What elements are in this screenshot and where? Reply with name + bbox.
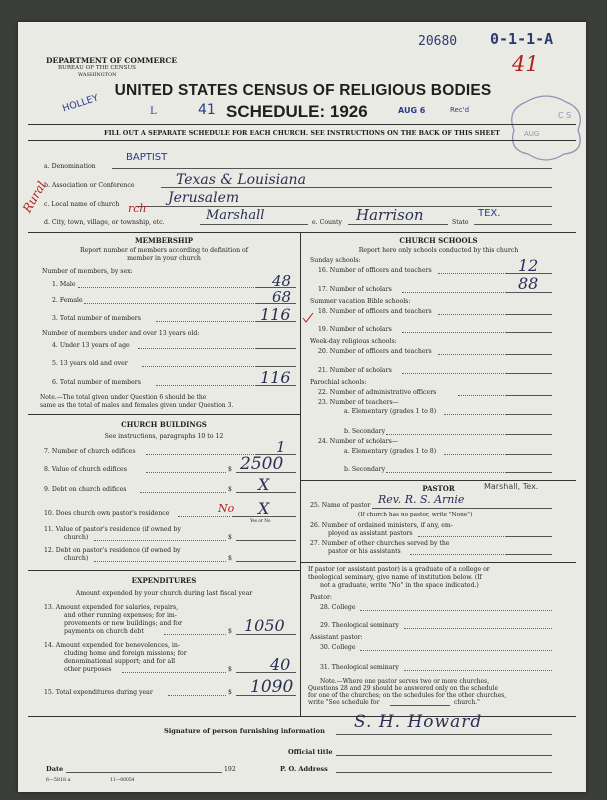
q18-leader <box>438 314 506 315</box>
signature-field[interactable] <box>336 734 552 735</box>
q24a-label: a. Elementary (grades 1 to 8) <box>344 448 437 455</box>
q9-label: 9. Debt on church edifices <box>44 486 127 493</box>
q14-dollar: $ <box>228 666 232 673</box>
q1-leader <box>78 287 256 288</box>
q25-label: 25. Name of pastor <box>310 502 371 509</box>
instruction-rule <box>28 140 576 141</box>
q3-label: 3. Total number of members <box>52 315 141 322</box>
instruction-banner: FILL OUT A SEPARATE SCHEDULE FOR EACH CHURCH. SEE INSTRUCTIONS ON THE BACK OF THIS SHEET <box>104 129 500 137</box>
q24-label: 24. Number of scholars— <box>318 438 398 445</box>
expenditures-sub: Amount expended by your church during last fiscal year <box>75 590 253 597</box>
q13-label-b: and other running expenses; for im- <box>64 612 177 619</box>
q2-leader <box>84 303 256 304</box>
q22-leader <box>458 395 506 396</box>
pastor-heading: PASTOR <box>422 484 455 493</box>
official-title-label: Official title <box>288 748 333 756</box>
pastor-rule <box>301 480 576 481</box>
q26-label-b: ployed as assistant pastors <box>328 530 413 537</box>
association-value: Texas & Louisiana <box>176 172 306 188</box>
q8-label: 8. Value of church edifices <box>44 466 127 473</box>
margin-note-rch: rch <box>128 202 147 215</box>
q5-label: 5. 13 years old and over <box>52 360 128 367</box>
membership-note2: same as the total of males and females given under Question 3. <box>40 402 234 409</box>
q13-label-a: 13. Amount expended for salaries, repairs, <box>44 604 179 611</box>
pastor-note-blank[interactable] <box>390 705 450 706</box>
q29-field[interactable] <box>404 628 552 629</box>
graduate-instruction-2: theological seminary, give name of institution below. (If <box>308 574 482 581</box>
membership-sub1: Report number of members according to definition of <box>79 247 249 254</box>
pastor-sub-label: Pastor: <box>310 594 333 601</box>
summer-schools-label: Summer vacation Bible schools: <box>310 298 411 305</box>
q24a-field[interactable] <box>506 454 552 455</box>
checkmark-icon <box>302 312 314 324</box>
q23a-leader <box>444 414 506 415</box>
signature-value: S. H. Howard <box>354 712 483 732</box>
q20-label: 20. Number of officers and teachers <box>318 348 432 355</box>
buildings-sub: See instructions, paragraphs 10 to 12 <box>104 433 224 440</box>
q6-label: 6. Total number of members <box>52 379 141 386</box>
received-label-stamp: Rec'd <box>450 106 470 114</box>
column-divider <box>300 232 301 716</box>
q26-leader <box>418 536 506 537</box>
county-field[interactable] <box>348 224 448 225</box>
membership-sub2: member in your church <box>127 255 201 262</box>
q10-leader <box>178 516 230 517</box>
q4-field[interactable] <box>256 348 296 349</box>
q9-value: X <box>258 475 270 494</box>
expenditures-heading: EXPENDITURES <box>131 576 197 585</box>
q13-label-c: provements or new buildings; and for <box>64 620 183 627</box>
holley-stamp: HOLLEY <box>61 92 100 115</box>
received-seal-stamp <box>506 92 586 162</box>
po-address-field[interactable] <box>336 772 552 773</box>
q24a-leader <box>444 454 506 455</box>
q19-leader <box>402 332 506 333</box>
pastor-address-note: Marshall, Tex. <box>484 482 539 491</box>
department-name: DEPARTMENT OF COMMERCE <box>46 56 178 65</box>
q11-leader <box>94 540 226 541</box>
q16-value: 12 <box>518 256 539 275</box>
q18-field[interactable] <box>506 314 552 315</box>
q4-leader <box>138 348 256 349</box>
q12-field[interactable] <box>236 561 296 562</box>
state-field[interactable] <box>474 224 552 225</box>
buildings-rule <box>28 414 300 415</box>
q3-value: 116 <box>260 305 291 324</box>
seal-date-text: AUG <box>524 130 540 138</box>
city-value: Marshall <box>206 208 265 223</box>
q23a-field[interactable] <box>506 414 552 415</box>
q13-dollar: $ <box>228 628 232 635</box>
bureau-name: BUREAU OF THE CENSUS <box>58 65 137 71</box>
q10-hint: Yes or No <box>250 518 271 523</box>
graduate-instruction-3: not a graduate, write "No" in the space indicated.) <box>320 582 479 589</box>
city-field[interactable] <box>200 224 308 225</box>
parochial-schools-label: Parochial schools: <box>310 379 367 386</box>
state-label: State <box>452 219 469 226</box>
q13-label-d: payments on church debt <box>64 628 144 635</box>
q1-label: 1. Male <box>52 281 76 288</box>
q23-label: 23. Number of teachers— <box>318 399 399 406</box>
age-header-label: Number of members under and over 13 years old: <box>42 330 200 337</box>
code-stamp: 0-1-1-A <box>490 30 554 48</box>
county-value: Harrison <box>356 206 424 224</box>
q14-label-b: cluding home and foreign missions; for <box>64 650 187 657</box>
census-schedule-form <box>18 22 586 792</box>
q15-label: 15. Total expenditures during year <box>44 689 153 696</box>
q27-leader <box>410 554 506 555</box>
denomination-field[interactable] <box>112 168 552 169</box>
q10-label: 10. Does church own pastor's residence <box>44 510 170 517</box>
q14-label-c: denominational support; and for all <box>64 658 176 665</box>
q23a-label: a. Elementary (grades 1 to 8) <box>344 408 437 415</box>
q25-hint: (If church has no pastor, write "None") <box>358 512 473 518</box>
q25-value: Rev. R. S. Arnie <box>378 493 465 506</box>
q28-field[interactable] <box>360 610 552 611</box>
signature-label: Signature of person furnishing information <box>164 727 325 735</box>
q9-leader <box>140 492 226 493</box>
q7-label: 7. Number of church edifices <box>44 448 136 455</box>
schools-sub: Report here only schools conducted by this church <box>358 247 519 254</box>
church-name-value: Jerusalem <box>168 190 240 206</box>
pastor-note-1: Note.—Where one pastor serves two or more churches, <box>320 678 490 685</box>
q27-label-b: pastor or his assistants <box>328 548 401 555</box>
q19-field[interactable] <box>506 332 552 333</box>
q24b-leader <box>386 472 506 473</box>
q27-label-a: 27. Number of other churches served by the <box>310 540 450 547</box>
q8-leader <box>146 472 226 473</box>
q28-label: 28. College <box>320 604 356 611</box>
schedule-mark: L <box>150 106 157 117</box>
q21-label: 21. Number of scholars <box>318 367 392 374</box>
q15-value: 1090 <box>250 677 294 697</box>
q6-leader <box>156 385 256 386</box>
graduate-rule <box>301 562 576 563</box>
q5-field[interactable] <box>256 366 296 367</box>
q27-field[interactable] <box>506 554 552 555</box>
q5-leader <box>142 366 256 367</box>
assistant-pastor-label: Assistant pastor: <box>310 634 363 641</box>
expenditures-rule <box>28 570 300 571</box>
pastor-note-5: church." <box>454 699 480 706</box>
q15-leader <box>168 695 226 696</box>
q14-label-d: other purposes <box>64 666 112 673</box>
church-name-label: c. Local name of church <box>44 201 120 208</box>
q17-leader <box>402 292 506 293</box>
form-number: 6—5818 a <box>46 778 71 783</box>
weekday-schools-label: Week-day religious schools: <box>310 338 397 345</box>
church-name-field[interactable] <box>136 206 552 207</box>
serial-stamp: 20680 <box>418 34 458 49</box>
q22-field[interactable] <box>506 395 552 396</box>
membership-note1: Note.—The total given under Question 6 should be the <box>40 394 207 401</box>
city-label: d. City, town, village, or township, etc. <box>44 219 165 226</box>
q16-leader <box>438 273 506 274</box>
q31-field[interactable] <box>404 670 552 671</box>
q26-field[interactable] <box>506 536 552 537</box>
denomination-value: BAPTIST <box>126 152 168 163</box>
po-address-label: P. O. Address <box>280 765 328 773</box>
pastor-note-3: for one of the churches; on the schedules for the other churches, <box>308 692 507 699</box>
q12-label-b: church) <box>64 555 89 562</box>
q3-leader <box>156 321 256 322</box>
q30-field[interactable] <box>360 650 552 651</box>
q15-dollar: $ <box>228 689 232 696</box>
q2-value: 68 <box>272 288 292 306</box>
members-by-sex-label: Number of members, by sex: <box>42 268 133 275</box>
q12-dollar: $ <box>228 555 232 562</box>
denomination-label: a. Denomination <box>44 163 96 170</box>
q21-field[interactable] <box>506 373 552 374</box>
sunday-schools-label: Sunday schools: <box>310 257 361 264</box>
q24b-field[interactable] <box>506 472 552 473</box>
q25-field[interactable] <box>372 508 552 509</box>
date-field[interactable] <box>66 772 222 773</box>
association-label: b. Association or Conference <box>44 182 135 189</box>
q29-label: 29. Theological seminary <box>320 622 399 629</box>
official-title-field[interactable] <box>336 755 552 756</box>
q14-value: 40 <box>270 655 291 674</box>
q10-red-answer: No <box>218 502 235 515</box>
q6-value: 116 <box>260 368 291 387</box>
q20-field[interactable] <box>506 354 552 355</box>
q1-value: 48 <box>272 272 292 290</box>
pastor-note-4: write "See schedule for <box>308 699 380 706</box>
q11-label-a: 11. Value of pastor's residence (if owned by <box>44 526 181 533</box>
q18-label: 18. Number of officers and teachers <box>318 308 432 315</box>
q17-label: 17. Number of scholars <box>318 286 392 293</box>
q14-label-a: 14. Amount expended for benevolences, in- <box>44 642 180 649</box>
q8-value: 2500 <box>240 454 284 474</box>
q8-dollar: $ <box>228 466 232 473</box>
q30-label: 30. College <box>320 644 356 651</box>
q19-label: 19. Number of scholars <box>318 326 392 333</box>
q10-value: X <box>258 499 270 518</box>
seal-top-text: C S <box>558 111 572 120</box>
q12-leader <box>94 561 226 562</box>
form-title: UNITED STATES CENSUS OF RELIGIOUS BODIES <box>114 82 492 99</box>
q24b-label: b. Secondary <box>344 466 386 473</box>
q9-dollar: $ <box>228 486 232 493</box>
header-rule <box>28 124 576 125</box>
q20-leader <box>438 354 506 355</box>
q7-value: 1 <box>276 438 286 456</box>
footer-rule <box>28 716 576 717</box>
q11-dollar: $ <box>228 534 232 541</box>
q13-leader <box>164 634 226 635</box>
q16-label: 16. Number of officers and teachers <box>318 267 432 274</box>
q14-leader <box>122 672 226 673</box>
red-file-number: 41 <box>512 52 539 76</box>
membership-heading: MEMBERSHIP <box>134 236 194 245</box>
q22-label: 22. Number of administrative officers <box>318 389 437 396</box>
q11-field[interactable] <box>236 540 296 541</box>
margin-note-rural: Rural <box>20 178 49 215</box>
county-label: e. County <box>312 219 343 226</box>
q26-label-a: 26. Number of ordained ministers, if any, em- <box>310 522 453 529</box>
q4-label: 4. Under 13 years of age <box>52 342 130 349</box>
date-year: 192 <box>224 766 236 773</box>
date-label: Date <box>46 765 64 773</box>
q2-label: 2. Female <box>52 297 83 304</box>
city-name: WASHINGTON <box>78 72 117 78</box>
schedule-year: SCHEDULE: 1926 <box>226 102 368 121</box>
q11-label-b: church) <box>64 534 89 541</box>
q21-leader <box>402 373 506 374</box>
buildings-heading: CHURCH BUILDINGS <box>121 420 207 429</box>
schools-heading: CHURCH SCHOOLS <box>399 236 478 245</box>
print-number: 11—00054 <box>110 778 135 783</box>
q12-label-a: 12. Debt on pastor's residence (if owned by <box>44 547 181 554</box>
q23b-leader <box>386 434 506 435</box>
q23b-field[interactable] <box>506 434 552 435</box>
q17-value: 88 <box>518 274 539 293</box>
state-value: TEX. <box>478 208 501 219</box>
graduate-instruction-1: If pastor (or assistant pastor) is a graduate of a college or <box>308 566 490 573</box>
fields-bottom-rule <box>28 232 576 233</box>
q23b-label: b. Secondary <box>344 428 386 435</box>
q13-value: 1050 <box>244 616 285 635</box>
pastor-note-2: Questions 28 and 29 should be answered only on the schedule <box>308 685 499 692</box>
received-date-stamp: AUG 6 <box>398 106 426 115</box>
schedule-prefix: 41 <box>198 102 216 118</box>
q31-label: 31. Theological seminary <box>320 664 399 671</box>
